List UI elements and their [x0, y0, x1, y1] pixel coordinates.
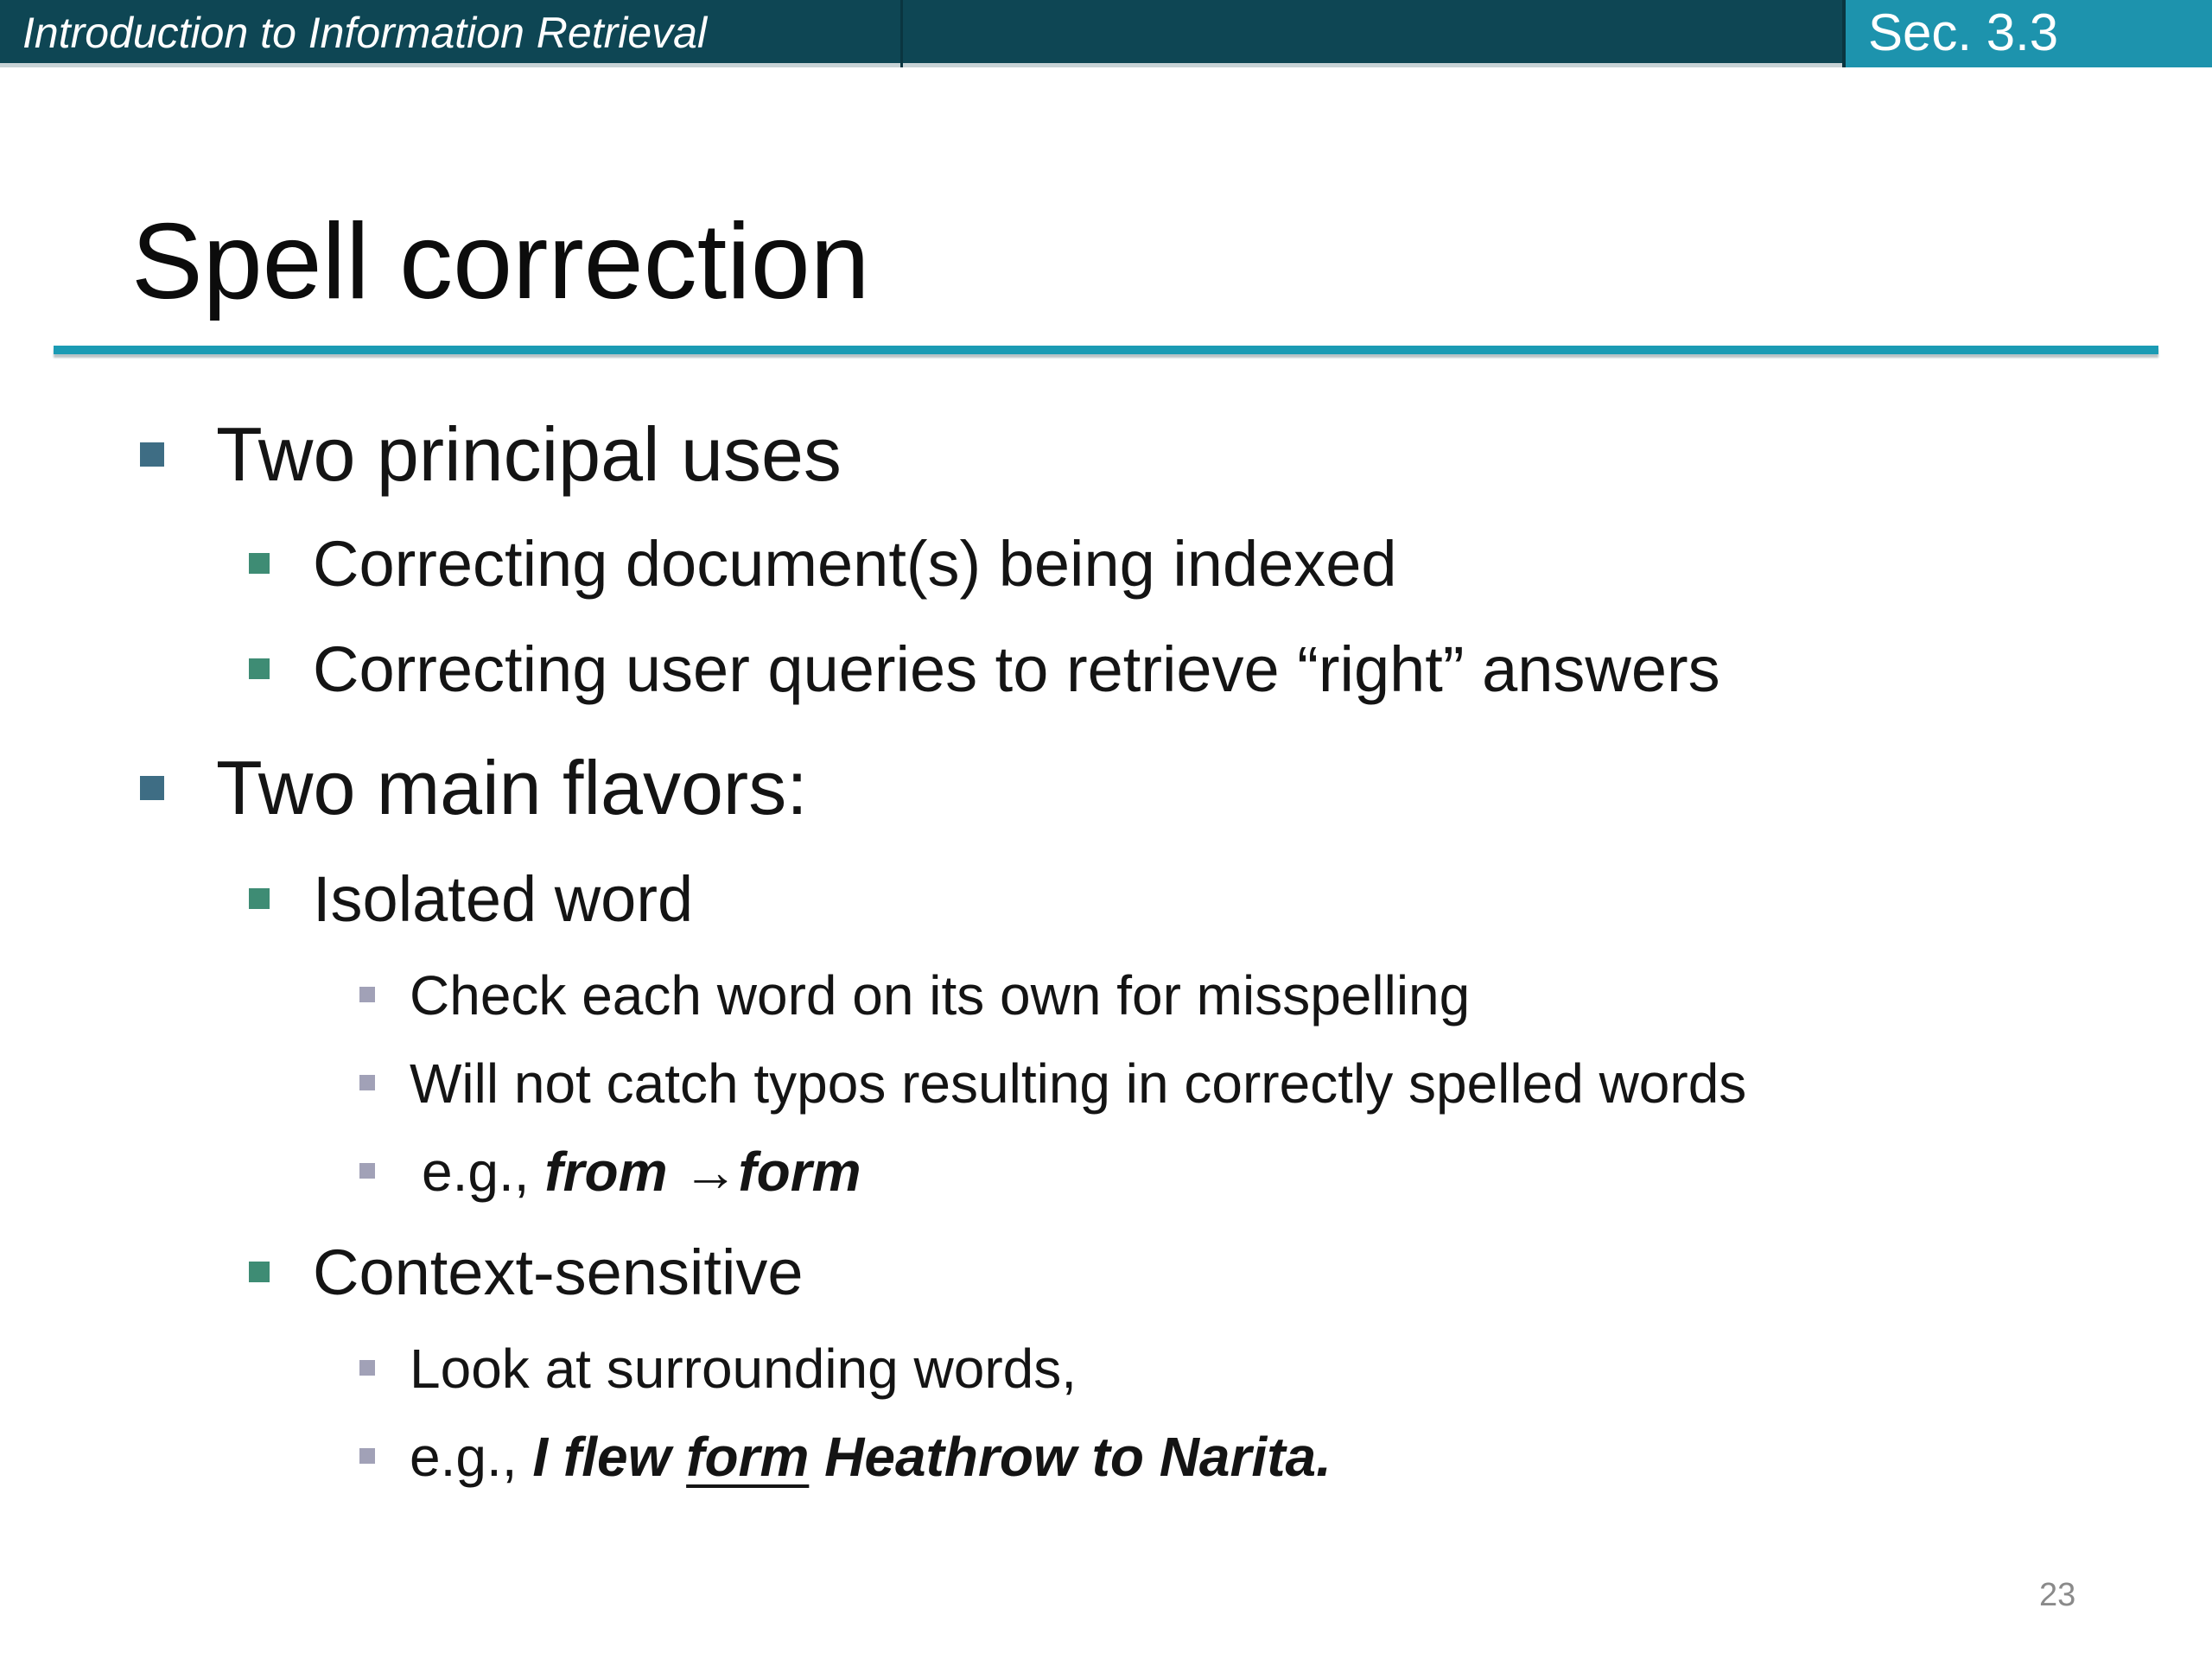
square-bullet-icon — [249, 658, 270, 679]
square-bullet-icon — [359, 1075, 375, 1090]
example-sentence-end: Heathrow to Narita. — [809, 1426, 1332, 1488]
square-bullet-icon — [359, 987, 375, 1002]
square-bullet-icon — [140, 776, 164, 800]
header-divider — [900, 0, 903, 67]
course-title: Introduction to Information Retrieval — [22, 9, 708, 57]
bullet-text — [422, 1139, 861, 1205]
square-bullet-icon — [359, 1360, 375, 1376]
square-bullet-icon — [359, 1163, 375, 1179]
example-prefix: e.g., — [422, 1141, 545, 1203]
square-bullet-icon — [249, 553, 270, 574]
example-sentence-start: I flew — [532, 1426, 687, 1488]
bullet-text: Isolated word — [313, 863, 694, 935]
arrow-icon: → — [683, 1141, 739, 1203]
bullet-text: Look at surrounding words, — [410, 1338, 1077, 1400]
title-rule — [54, 346, 2158, 354]
square-bullet-icon — [359, 1448, 375, 1464]
bullet-text: Check each word on its own for misspelling — [410, 964, 1471, 1027]
bullet-text: Will not catch typos resulting in correctly spelled words — [410, 1052, 1747, 1115]
page-number: 23 — [2039, 1577, 2076, 1613]
bullet-text: Correcting document(s) being indexed — [313, 528, 1397, 600]
example-prefix: e.g., — [410, 1426, 533, 1488]
section-label: Sec. 3.3 — [1868, 3, 2059, 61]
slide-title: Spell correction — [131, 202, 870, 321]
example-word-form: form — [738, 1141, 861, 1203]
bullet-text: Correcting user queries to retrieve “right” answers — [313, 633, 1720, 705]
example-word-from: from — [544, 1141, 668, 1203]
bullet-text — [410, 1424, 1332, 1490]
square-bullet-icon — [249, 1262, 270, 1282]
square-bullet-icon — [140, 442, 164, 467]
square-bullet-icon — [249, 888, 270, 909]
header-bar — [0, 0, 2212, 67]
section-badge — [1842, 0, 2212, 67]
bullet-text: Context-sensitive — [313, 1236, 804, 1308]
example-misspelled-word: form — [686, 1426, 810, 1488]
bullet-text: Two main flavors: — [216, 745, 808, 830]
bullet-text: Two principal uses — [216, 411, 842, 497]
